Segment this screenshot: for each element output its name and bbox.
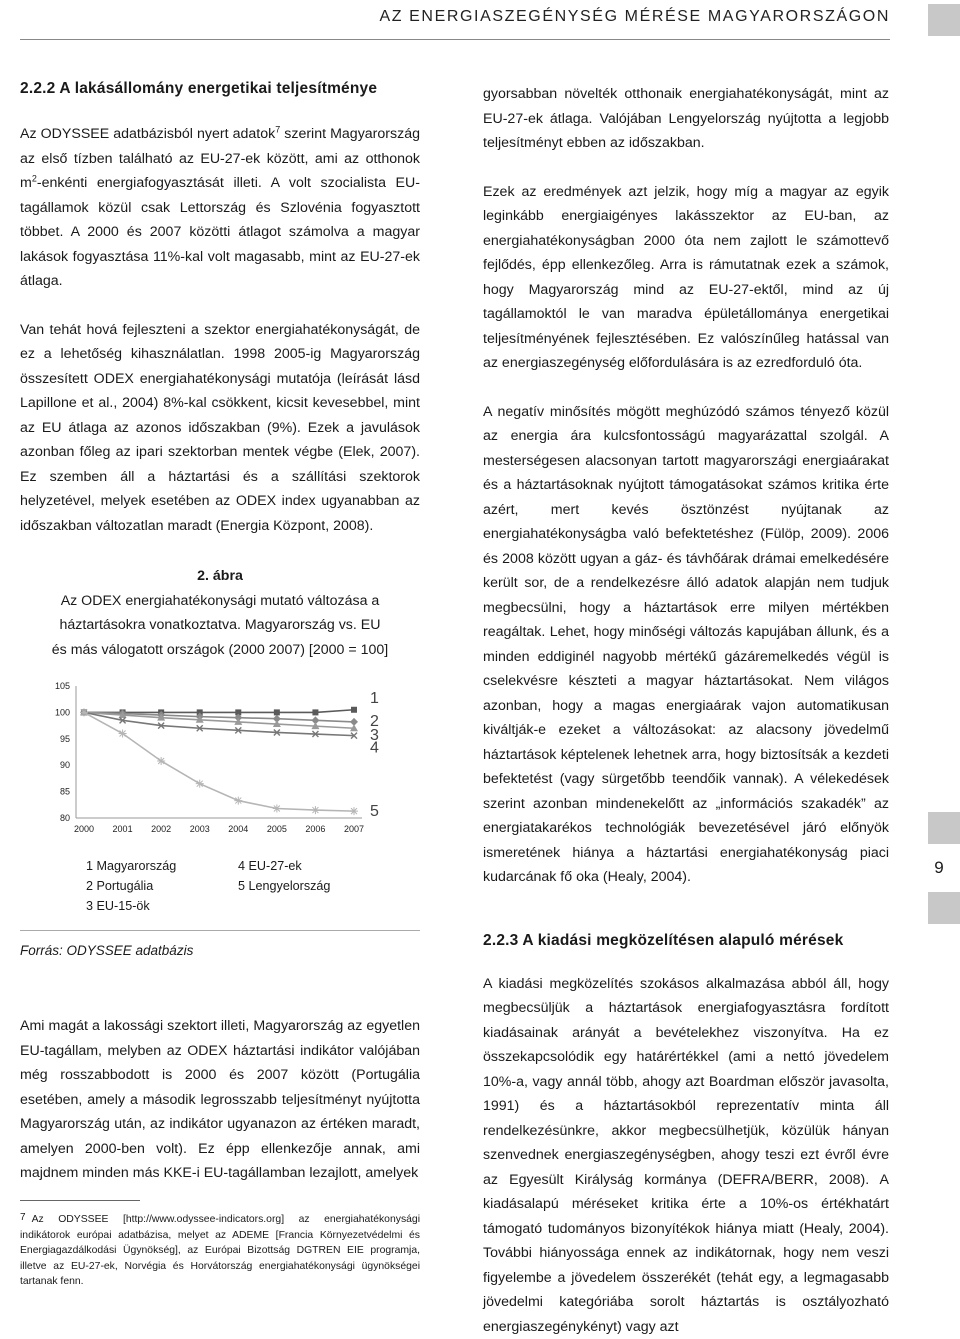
series-label-3: 3: [370, 727, 379, 744]
y-tick-label: 80: [60, 813, 70, 823]
legend-item-1: 1 Magyarország: [86, 856, 176, 876]
x-tick-label: 2002: [151, 824, 171, 834]
figure-source: Forrás: ODYSSEE adatbázis: [20, 943, 193, 958]
point-5: [157, 757, 165, 765]
series-label-5: 5: [370, 803, 379, 820]
point-1: [274, 709, 280, 715]
legend-item-4: 4 EU-27-ek: [238, 856, 302, 876]
y-tick-label: 95: [60, 734, 70, 744]
point-5: [311, 806, 319, 814]
x-tick-label: 2004: [228, 824, 248, 834]
paragraph-price: A negatív minősítés mögött meghúzódó számos tényező közül az energia ára kulcsfontosságú magyarázattal szolgál. A mesterségesen alacsonyan tartott magyarországi energiaárakat és a háztartásoknak nyújtott támogatásokat számos kritika érte azért, mert kevés ösztönzést nyújtanak az energiahatékonyságba való befektetéshez (Fülöp, 2009). 2006 és 2008 között ugyan a gáz- és távhőárak drámai emelkedésére került sor, de a rendelkezésre álló adatok alapján nem tudjuk megbecsülni, hogy a háztartások erre milyen mértékben reagáltak. Lehet, hogy minőségi változás kapujában állunk, és a minden eddiginél nagyobb mértékű gázáremelkedés végül is cselekvésre készteti a magyar háztartásokat. Nem világos azonban, hogy a magas energiaárak vajon automatikusan kiváltják-e ezeket a változásokat: az alacsony jövedelmű háztartások képtelenek lehetnek arra, hogy biztosítsák a kezdeti befektetést (vagy sürgetőbb teendőik vannak). A vélekedések szerint azonban mindenekelőtt az „információs szakadék” az energiatakarékos technológiák bevezetésével járó előnyök ismeretének hiánya a háztartási energiahatékonyság piaci kudarcának fő oka (Healy, 2004).: [483, 400, 889, 890]
footnote-text: Az ODYSSEE [http://www.odyssee-indicators.org] az energiahatékonysági indikátorok európai adatbázisa, melyet az ADEME [Francia Környezetvédelmi és Energiagazdálkodási Ügynökség], az Európai Bizottság DGTREN EIE programja, illetve az EU-27-ek, Norvégia és Horvátország energiahatékonysági ügynökségei tartanak fenn.: [20, 1214, 420, 1287]
left-column: [20, 80, 420, 538]
point-5: [80, 708, 88, 716]
x-tick-label: 2006: [305, 824, 325, 834]
y-tick-label: 105: [55, 681, 70, 691]
figure-caption-line-2: háztartásokra vonatkoztatva. Magyarország vs. EU: [20, 613, 420, 638]
series-label-4: 4: [370, 740, 379, 757]
footnote-ref: 7: [275, 124, 280, 134]
point-5: [196, 780, 204, 788]
paragraph-residential: Ami magát a lakossági szektort illeti, Magyarország az egyetlen EU-tagállam, melyben az ODEX háztartási indikátor valójában még rosszabbodott is 2000 és 2007 között (Portugália esetében, amely a második legrosszabb teljesítményt nyújtotta Magyarország után, az indikátor ugyanazon az értéken maradt, amelyen 2000-ben volt). Ez épp ellenkezője annak, ami majdnem minden más KKE-i EU-tagállamban lezajlott, amelyek: [20, 1014, 420, 1186]
series-label-1: 1: [370, 690, 379, 707]
legend-item-5: 5 Lengyelország: [238, 876, 330, 896]
footnote-rule: [20, 1200, 140, 1201]
figure-number: 2. ábra: [20, 564, 420, 589]
page-number: 9: [928, 858, 950, 878]
paragraph-expenditure: A kiadási megközelítés szokásos alkalmazása abból áll, hogy megbecsüljük a háztartások energiafogyasztásra fordított kiadásainak arányát a bevételekhez viszonyítva. Ha ez összekapcsolódik egy határértékkel (ami a nettó jövedelem 10%-a, vagy annál több, ahogy azt Boardman először javasolta, 1991) és a háztartásokból reprezentatív minta áll rendelkezésünkre, akkor megbecsülhetjük, közülük hányan szenvednek energiaszegénységben, ahogy teszi ezt évről évre az Egyesült Királyság kormánya (DEFRA/BERR, 2008). A kiadásalapú méréseket kritika érte a 10%-os értékhatárt támogató tudományos bizonyítékok hiánya miatt (Healy, 2004). További hiányossága ennek az indikátornak, hogy nem veszi figyelembe a jövedelem összerékét (tehát egy, a legmagasabb jövedelmi kategóriába sorolt háztartás is osztályozható energiaszegénykényt) vagy azt: [483, 972, 889, 1339]
superscript-2: 2: [32, 173, 37, 183]
header-rule: [20, 39, 890, 40]
x-tick-label: 2001: [113, 824, 133, 834]
x-tick-label: 2007: [344, 824, 364, 834]
footnote-mark: 7: [20, 1212, 26, 1223]
legend-item-3: 3 EU-15-ök: [86, 896, 150, 916]
point-5: [350, 807, 358, 815]
odex-chart: [42, 678, 402, 838]
y-tick-label: 90: [60, 760, 70, 770]
figure-caption-line-1: Az ODEX energiahatékonysági mutató változása a: [20, 589, 420, 614]
source-rule: [20, 930, 420, 931]
text-run: -enkénti energiafogyasztását illeti. A volt szocialista EU-tagállamok közül csak Lettország és Szlovénia fogyasztott többet. A 2000 és 2007 közötti átlagot számolva a magyar lakások fogyasztása 11%-kal volt magasabb, mint az EU-27-ek átlaga.: [20, 175, 420, 289]
side-tab-top: [928, 4, 960, 36]
paragraph-odex: Van tehát hová fejleszteni a szektor energiahatékonyságát, de ez a lehetőség kihasználatlan. 1998 2005-ig Magyarország összesített ODEX energiahatékonysági mutatója (leírását lásd Lapillone et al., 2004) 8%-kal csökkent, kicsit kevesebbel, mint az EU átlaga az azonos időszakban (9%). Ezek a javulások azonban főleg az ipari szektorban mentek végbe (Elek, 2007). Ez szemben áll a háztartási és a szállítási szektorok helyzetével, melyek esetében az ODEX index ugyanabban az időszakban változatlan maradt (Energia Központ, 2008).: [20, 318, 420, 539]
point-5: [273, 804, 281, 812]
text-run: szerint Magyarország az első tízben található az EU-27-ek között, ami az otthonok m: [20, 126, 420, 191]
y-tick-label: 85: [60, 787, 70, 797]
x-tick-label: 2000: [74, 824, 94, 834]
section-heading-223: 2.2.3 A kiadási megközelítésen alapuló mérések: [483, 932, 889, 950]
x-tick-label: 2005: [267, 824, 287, 834]
left-column-bottom: [20, 1014, 420, 1186]
paragraph-odyssee: [20, 122, 420, 294]
paragraph-faster: gyorsabban növelték otthonaik energiahatékonyságát, mint az EU-27-ek átlaga. Valójában Lengyelország nyújtotta a legjobb teljesítményt ebben az időszakban.: [483, 82, 889, 156]
y-tick-label: 100: [55, 707, 70, 717]
figure-caption-line-3: és más válogatott országok (2000 2007) [2000 = 100]: [20, 638, 420, 663]
series-label-2: 2: [370, 713, 379, 730]
figure-caption: [20, 564, 420, 662]
point-5: [234, 797, 242, 805]
text-run: Az ODYSSEE adatbázisból nyert adatok: [20, 126, 275, 142]
point-5: [119, 730, 127, 738]
point-1: [312, 709, 318, 715]
odex-line-chart: [42, 678, 402, 838]
section-heading-222: 2.2.2 A lakásállomány energetikai teljesítménye: [20, 80, 420, 98]
x-tick-label: 2003: [190, 824, 210, 834]
paragraph-results: Ezek az eredmények azt jelzik, hogy míg a magyar az egyik leginkább energiaigényes lakásszektor az EU-ban, az energiahatékonyságban 2000 óta nem zajlott le számottevő fejlődés, épp ellenkezőleg. Arra is rámutatnak ezek a számok, hogy Magyarország mind az EU-27-ektől, mind az új tagállamoktól le van maradva épületállománya energetikai teljesítményének fejlesztésében. Ez valószínűleg hatással van az energiaszegénység előfordulására is az ezredforduló óta.: [483, 180, 889, 376]
side-tab-lower: [928, 892, 960, 924]
side-tab-upper: [928, 812, 960, 844]
right-column: [483, 82, 889, 1339]
footnote: [20, 1210, 420, 1290]
legend-item-2: 2 Portugália: [86, 876, 153, 896]
running-header: [0, 0, 960, 42]
point-1: [351, 707, 357, 713]
header-title: AZ ENERGIASZEGÉNYSÉG MÉRÉSE MAGYARORSZÁGON: [379, 8, 890, 26]
